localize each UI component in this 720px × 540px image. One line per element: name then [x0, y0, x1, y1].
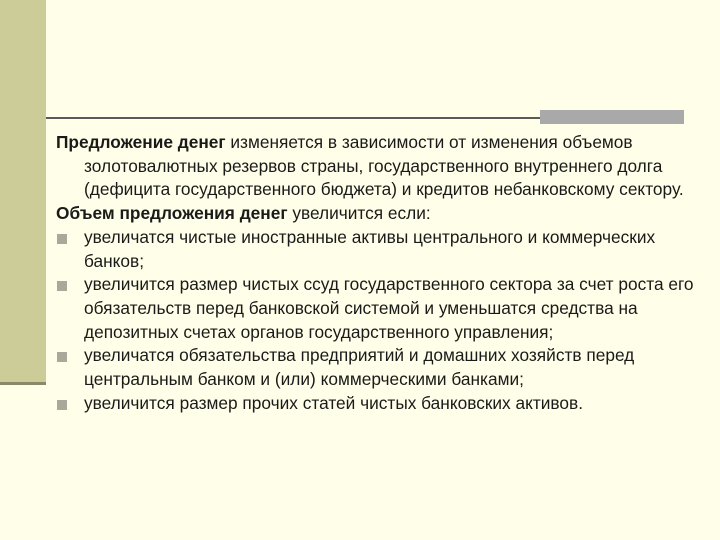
side-decor-bar — [0, 0, 46, 382]
list-item — [56, 273, 710, 344]
square-bullet-icon — [57, 400, 67, 410]
list-item-text: увеличатся чистые иностранные активы центрального и коммерческих банков; — [84, 226, 656, 271]
side-decor-bar-shadow — [0, 382, 46, 385]
paragraph-supply-volume-term: Объем предложения денег — [56, 203, 288, 224]
list-item — [56, 344, 710, 391]
list-item-text: увеличится размер прочих статей чистых банковских активов. — [84, 392, 584, 413]
square-bullet-icon — [57, 352, 67, 362]
list-item — [56, 392, 710, 416]
square-bullet-icon — [57, 234, 67, 244]
paragraph-money-supply-term: Предложение денег — [56, 132, 226, 152]
square-bullet-icon — [57, 281, 67, 291]
paragraph-money-supply-text: изменяется в зависимости от изменения объемов золотовалютных резервов страны, государственного внутреннего долга (дефицита государственного бюджета) и кредитов небанковскому сектору. — [84, 132, 684, 200]
slide-body — [56, 131, 710, 415]
list-item — [56, 226, 710, 273]
paragraph-money-supply — [56, 131, 710, 202]
list-item-text: увеличатся обязательства предприятий и домашних хозяйств перед центральным банком и (или) коммерческими банками; — [84, 345, 635, 390]
paragraph-supply-volume — [56, 202, 710, 226]
paragraph-supply-volume-text: увеличится если: — [287, 203, 431, 224]
list-item-text: увеличится размер чистых ссуд государственного сектора за счет роста его обязательств перед банковской системой и уменьшатся средства на депозитных счетах органов государственного управления; — [84, 274, 694, 342]
title-divider-block — [540, 110, 684, 124]
